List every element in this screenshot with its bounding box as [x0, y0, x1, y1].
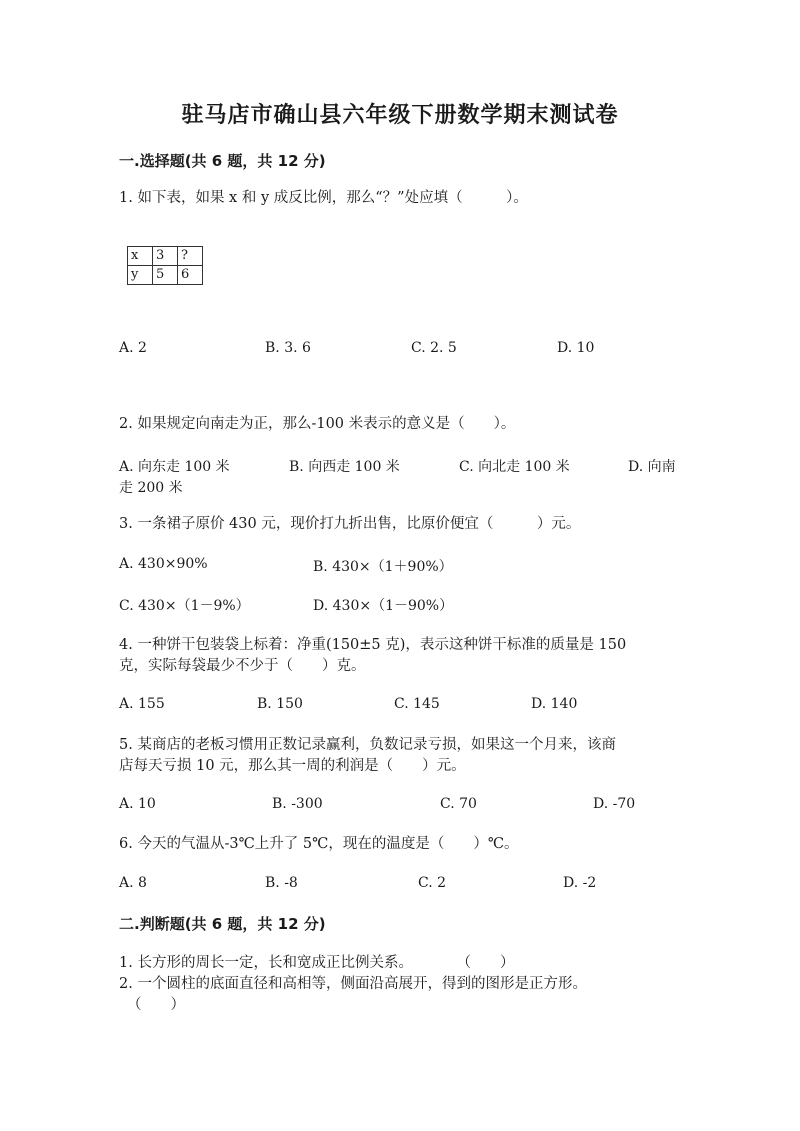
- judgment-2-text-line-2: （ ）: [127, 997, 185, 1013]
- question-2-text: 2. 如果规定向南走为正，那么-100 米表示的意义是（ ）。: [119, 416, 516, 432]
- question-6-option-b: B. -8: [265, 875, 298, 891]
- question-5-option-d: D. -70: [593, 796, 636, 812]
- table-cell: 3: [153, 247, 178, 266]
- question-4-text-line-2: 克，实际每袋最少不少于（ ）克。: [119, 658, 366, 674]
- question-1-option-a: A. 2: [119, 340, 147, 356]
- judgment-2-text-line-1: 2. 一个圆柱的底面直径和高相等，侧面沿高展开，得到的图形是正方形。: [119, 976, 587, 992]
- question-6-option-a: A. 8: [119, 875, 147, 891]
- question-1-option-d: D. 10: [557, 340, 595, 356]
- question-1-option-b: B. 3. 6: [265, 340, 311, 356]
- table-row: [128, 266, 203, 285]
- question-6-option-d: D. -2: [563, 875, 597, 891]
- question-4-option-b: B. 150: [257, 696, 303, 712]
- question-2-option-a: A. 向东走 100 米: [119, 459, 230, 475]
- question-1-table: [127, 246, 203, 285]
- question-6-option-c: C. 2: [418, 875, 447, 891]
- question-5-option-c: C. 70: [440, 796, 477, 812]
- question-4-option-c: C. 145: [394, 696, 440, 712]
- question-5-text-line-1: 5. 某商店的老板习惯用正数记录赢利，负数记录亏损，如果这一个月来，该商: [119, 737, 616, 753]
- question-4-option-d: D. 140: [531, 696, 578, 712]
- question-4-text-line-1: 4. 一种饼干包装袋上标着：净重(150±5 克)，表示这种饼干标准的质量是 150: [119, 637, 627, 653]
- table-cell: y: [128, 266, 153, 285]
- question-3-option-b: B. 430×（1＋90%）: [313, 559, 453, 575]
- table-cell: ?: [178, 247, 203, 266]
- question-1-option-c: C. 2. 5: [411, 340, 457, 356]
- page-title: 驻马店市确山县六年级下册数学期末测试卷: [181, 102, 619, 128]
- section-heading-choice: 一.选择题(共 6 题，共 12 分): [119, 152, 326, 170]
- question-3-option-c: C. 430×（1－9%）: [119, 598, 250, 614]
- question-1-text: 1. 如下表，如果 x 和 y 成反比例，那么“？”处应填（ ）。: [119, 190, 528, 206]
- question-4-option-a: A. 155: [119, 696, 165, 712]
- question-2-option-d-continued: 走 200 米: [119, 480, 183, 496]
- table-cell: 6: [178, 266, 203, 285]
- question-5-option-a: A. 10: [119, 796, 156, 812]
- question-2-option-d: D. 向南: [628, 459, 676, 475]
- question-5-text-line-2: 店每天亏损 10 元，那么其一周的利润是（ ）元。: [119, 758, 466, 774]
- table-cell: 5: [153, 266, 178, 285]
- question-3-text: 3. 一条裙子原价 430 元，现价打九折出售，比原价便宜（ ）元。: [119, 516, 581, 532]
- table-cell: x: [128, 247, 153, 266]
- judgment-1-text: 1. 长方形的周长一定，长和宽成正比例关系。 （ ）: [119, 955, 515, 971]
- question-2-option-b: B. 向西走 100 米: [289, 459, 400, 475]
- table-row: [128, 247, 203, 266]
- question-5-option-b: B. -300: [272, 796, 323, 812]
- question-3-option-a: A. 430×90%: [119, 556, 208, 572]
- question-3-option-d: D. 430×（1－90%）: [313, 598, 454, 614]
- question-2-option-c: C. 向北走 100 米: [459, 459, 570, 475]
- question-6-text: 6. 今天的气温从-3℃上升了 5℃，现在的温度是（ ）℃。: [119, 836, 519, 852]
- section-heading-judgment: 二.判断题(共 6 题，共 12 分): [119, 915, 326, 933]
